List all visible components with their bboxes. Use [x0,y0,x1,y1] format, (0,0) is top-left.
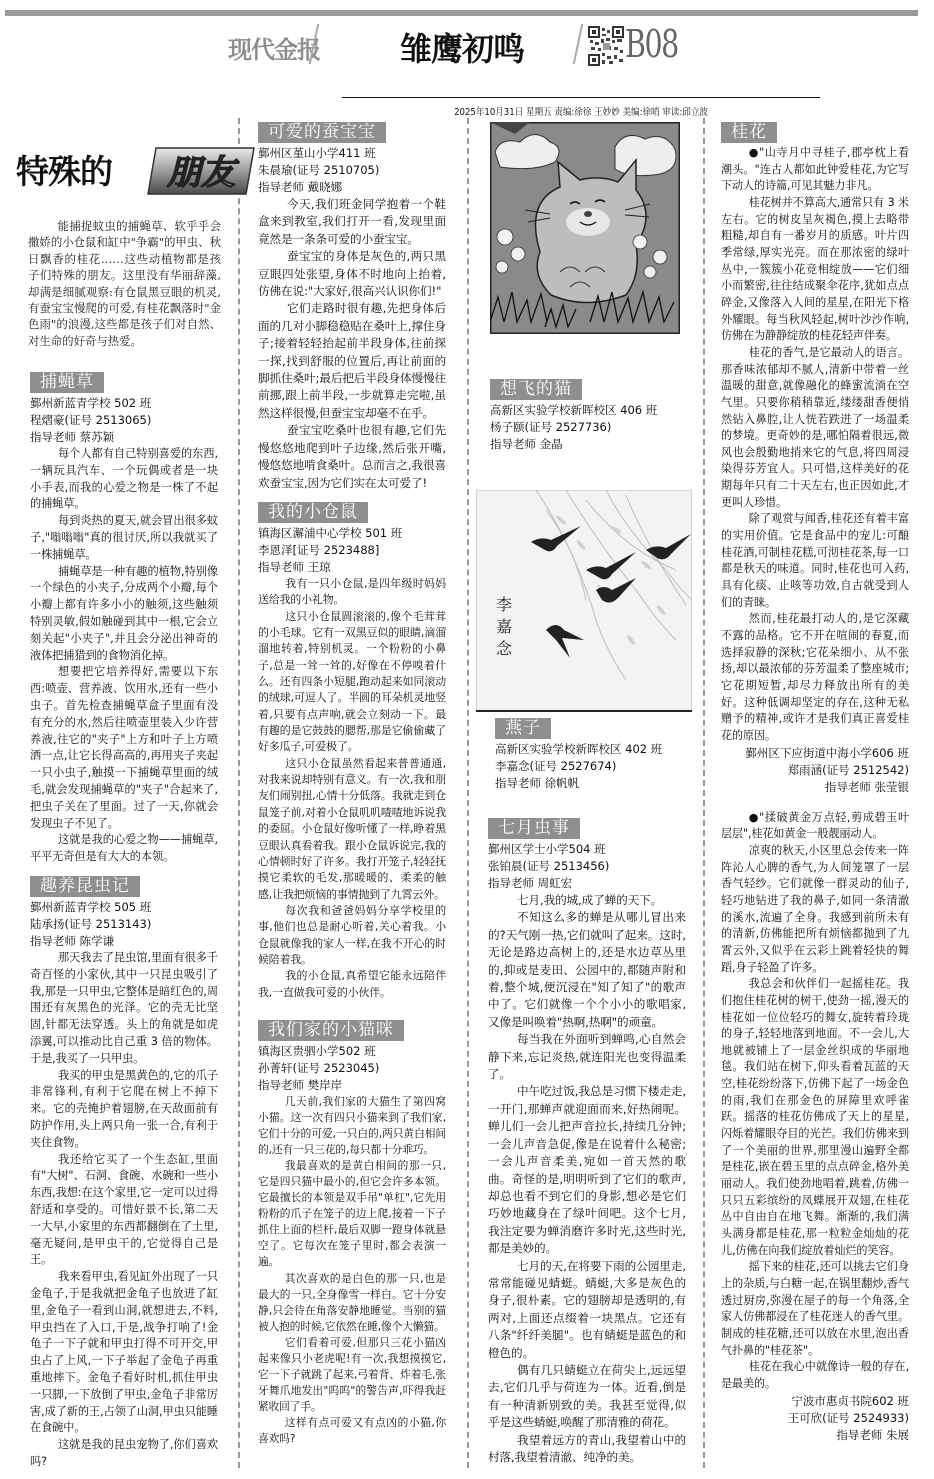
article-school: 镇海区澥浦中心学校 501 班 [258,526,403,540]
art-teacher: 指导老师 金晶 [490,437,563,451]
article-body [258,576,446,1001]
article-author: 陆承扬(证号 2513143) [30,917,152,931]
art-author: 杨子颐(证号 2527736) [490,420,612,434]
paragraph: 七月的天,在将要下雨的公园里走,常常能碰见蜻蜓。蜻蜓,大多是灰色的身子,很朴素。它的翅膀却是透明的,有两对,上面还点缀着一块黑点。它还有八条"纤纤美腿"。也有蜻蜓是蓝色的和橙色的。 [488,1258,686,1360]
paragraph: 除了观赏与闻香,桂花还有着丰富的实用价值。它是食品中的宠儿:可酿桂花酒,可制桂花糕,可沏桂花茶,每一口都是秋天的味道。同时,桂花也可入药,具有化痰、止咳等功效,自古就受到人们的青睐。 [721,512,909,609]
paragraph: 那天我去了昆虫馆,里面有很多千奇百怪的小家伙,其中一只昆虫吸引了我,那是一只甲虫,它整体是暗红色的,周围还有灰黑色的光泽。它的壳无比坚固,针都无法穿透。头上的角就是如虎添翼,可以推动比自己重 3 倍的物体。于是,我买了一只甲虫。 [30,951,218,1065]
paragraph: 每个人都有自己特别喜爱的东西,一辆玩具汽车、一个玩偶或者是一块小手表,而我的心爱之物是一株了不起的捕蝇草。 [30,447,218,511]
paragraph: 这就是我的昆虫宠物了,你们喜欢吗? [30,1438,218,1468]
paragraph: 中午吃过饭,我总是习惯下楼走走,一开门,那蝉声就迎面而来,好热闹呢。蝉儿们一会儿把声音拉长,持续几分钟;一会儿声音急促,像是在说着什么秘密;一会儿声音柔美,宛如一首天然的歌曲。奇怪的是,明明听到了它们的歌声,却总也看不到它们的身影,想必是它们巧妙地藏身在了绿叶间吧。这个七月,我注定要为蝉消磨许多时光,这些时光,都是美妙的。 [488,1084,686,1256]
art-author: 李嘉念(证号 2527674) [495,759,617,773]
qr-code-icon [588,26,624,66]
art-school: 高新区实验学校新晖校区 406 班 [490,403,658,417]
article-qi-yue-chong-shi [488,818,686,1466]
paragraph: 不知这么多的蝉是从哪儿冒出来的?天气刚一热,它们就叫了起来。这时,无论是路边高树上的,还是水边草丛里的,抑或是麦田、公园中的,都随声附和着,整个城,便沉浸在"知了知了"的歌声中了。它们就像一个个小小的歌唱家,又像是叫唤着"热啊,热啊"的顽童。 [488,910,686,1029]
article-title: 我的小仓鼠 [258,502,368,523]
paragraph: 桂花在我心中就像诗一般的存在,是最美的。 [721,1360,909,1390]
art-caption-yan-zi [495,718,695,792]
article-author: 孙菁轩(证号 2523045) [258,1061,380,1075]
article-title: 可爱的蚕宝宝 [258,122,386,143]
paragraph: ●"揉破黄金万点轻,剪成碧玉叶层层",桂花如黄金一般靓丽动人。 [721,810,909,841]
paragraph: 我总会和伙伴们一起摇桂花。我们抱住桂花树的树干,使劲一摇,漫天的桂花如一位位轻巧的舞女,旋转着玲珑的身子,轻轻地落到地面。不一会儿,大地就被铺上了一层金丝织成的华丽地毯。我们站在树下,仰头看着瓦蓝的天空,桂花纷纷落下,仿佛下起了一场金色的雨,我们在那金色的屏障里欢呼雀跃。摇落的桂花仿佛成了天上的星星,闪烁着耀眼夺目的光芒。我们仿佛来到了一个美丽的世界,那里漫山遍野全都是桂花,嵌在碧玉里的点点碎金,格外美丽动人。我们使劲地唱着,跳着,仿佛一只只五彩缤纷的凤蝶展开双翅,在桂花丛中自由自在地飞舞。渐渐的,我们满头满身都是桂花,那一粒粒金灿灿的花儿,仿佛在向我们绽放着灿烂的笑容。 [721,977,909,1257]
section-name: 雏鹰初鸣 [400,30,525,68]
page-number: B08 [625,22,678,66]
masthead-rule [342,97,820,98]
column-divider [703,118,705,1468]
cat-painting [490,122,680,334]
article-author: 王可欣(证号 2524933) [787,1410,909,1425]
paragraph: 其次喜欢的是白色的那一只,也是最大的一只,全身像雪一样白。它十分安静,只会待在角落安静地睡觉。当别的猫被人抱的时候,它依然在睡,像个大懒猫。 [258,1271,446,1333]
art-caption-xiang-fei-de-mao [490,379,690,453]
swallow-painting [476,490,692,712]
top-rule-bar [5,10,918,16]
article-author: 张铂晨(证号 2513456) [488,859,610,873]
masthead [120,22,820,118]
article-body [30,446,218,866]
paragraph: 然而,桂花最打动人的,是它深藏不露的品格。它不开在喧闹的春夏,而选择寂静的深秋;它花朵细小、从不张扬,却以最浓郁的芬芳温柔了整座城市;它花期短暂,却尽力释放出所有的美好。这种低调却坚定的存在,这种无私赠予的精神,或许才是我们真正喜爱桂花的原因。 [721,612,909,742]
paragraph: 我最喜欢的是黄白相间的那一只,它是四只猫中最小的,但它会许多本领。它最擅长的本领是双手吊"单杠",它先用粉粉的爪子在笼子的边上爬,接着一下子抓住上面的栏杆,最后双脚一蹬身体就悬空了。它每次在笼子里时,都会表演一遍。 [258,1159,446,1269]
article-teacher: 指导老师 王琼 [258,560,331,574]
article-school: 鄞州区学士小学504 班 [488,842,606,856]
painting-signature-3: 念 [496,639,513,658]
paragraph: 七月,我的城,成了蝉的天下。 [517,893,663,907]
article-teacher: 指导老师 陈学谦 [30,934,115,948]
paragraph: 蚕宝宝的身体是灰色的,两只黑豆眼四处张望,身体不时地向上抬着,仿佛在说:"大家好,很高兴认识你们!" [258,249,446,299]
article-author: 李恩泽[证号 2523488] [258,543,380,557]
paragraph: 凉爽的秋天,小区里总会传来一阵阵沁人心脾的香气,为人间笼罩了一层香气轻纱。它们就像一群灵动的仙子,轻巧地钻进了我的鼻子,如同一条清澈的溪水,流遍了全身。我感到前所未有的清新,仿佛能把所有烦恼都抛到了九霄云外,又似乎在云彩上跳着轻快的舞蹈,身子轻盈了许多。 [721,843,909,974]
article-body [258,196,446,492]
paragraph: 我还给它买了一个生态缸,里面有"大树"、石洞、食碗、水碗和一些小东西,我想:在这个家里,它一定可以过得舒适和享受的。可惜好景不长,第二天一大早,小家里的东西都翻倒在了土里,毫无疑问,是甲虫干的,它觉得自己是王。 [30,1152,218,1267]
paragraph: 每当我在外面听到蝉鸣,心自然会静下来,忘记炎热,就连阳光也变得温柔了。 [488,1032,686,1082]
article-teacher: 指导老师 张莹银 [824,779,909,794]
article-author: 郑雨涵(证号 2512542) [787,762,909,777]
article-school: 鄞州新蓝青学校 505 班 [30,900,152,914]
feature-intro: 能捕捉蚊虫的捕蝇草、软乎乎会撒娇的小仓鼠和缸中"争霸"的甲虫、秋日飘香的桂花……这些动植物都是孩子们特殊的朋友。这里没有华丽辞藻,却满是细腻观察:有仓鼠黑豆眼的机灵,有蚕宝宝慢爬的可爱,有桂花飘落时"金色雨"的浪漫,这些都是孩子们对自然、对生命的好奇与热爱。 [28,219,221,348]
article-cang-shu [258,502,446,1001]
painting-signature-2: 嘉 [496,617,513,636]
paragraph: 今天,我们班金同学抱着一个鞋盒来到教室,我们打开一看,发现里面竟然是一条条可爱的小蚕宝宝。 [258,197,446,246]
article-body [258,1094,446,1447]
art-school: 高新区实验学校新晖校区 402 班 [495,742,663,756]
paragraph: 想要把它培养得好,需要以下东西:喷壶、营养液、饮用水,还有一些小虫子。首先检查捕蝇草盒子里面有没有充分的水,然后往喷壶里装入少许营养液,往它的"夹子"上方和叶子上方喷洒一点,让它长得高高的,再用夹子夹起一只小虫子,触摸一下捕蝇草里面的绒毛,就会发现捕蝇草的"夹子"合起来了,把虫子关在了里面。过了一天,你就会发现虫子不见了。 [30,665,218,830]
article-school: 镇海区贵驷小学502 班 [258,1044,376,1058]
article-teacher: 指导老师 周虹宏 [488,876,573,890]
article-xiao-mao-mi [258,1020,446,1447]
paragraph: 这就是我的心爱之物——捕蝇草,平平无奇但是有大大的本领。 [30,833,218,864]
paragraph: 它们走路时很有趣,先把身体后面的几对小脚稳稳贴在桑叶上,撑住身子;接着轻轻抬起前半段身体,往前探一探,找到舒服的位置后,再让前面的脚抓住桑叶;最后把后半段身体慢慢往前挪,跟上前半段,一步就算走完啦,虽然这样很慢,但蚕宝宝却毫不在乎。 [258,301,446,420]
article-body-part1 [721,145,909,745]
feature-title-badge-text: 朋友 [167,153,235,193]
paragraph: 我望着远方的青山,我望着山中的村落,我望着清澈、纯净的美。 [488,1432,686,1464]
article-teacher: 指导老师 戴晓娜 [258,180,343,194]
feature-title-badge [146,144,256,196]
paragraph: 桂花的香气,是它最动人的语言。那香味浓郁却不腻人,清新中带着一丝温暖的甜意,就像融化的蜂蜜流淌在空气里。只要你稍稍靠近,缕缕甜香便悄然钻入鼻腔,让人恍若跌进了一场温柔的梦境。更奇妙的是,哪怕隔着很远,微风也会殷勤地捎来它的气息,将四周浸染得芬芳宜人。只可惜,这样美好的花期每年只有二十天左右,也正因如此,才更叫人珍惜。 [721,345,909,509]
art-title: 燕子 [495,718,551,739]
column-divider [238,118,240,1468]
paragraph: 我来看甲虫,看见缸外出现了一只金龟子,于是我就把金龟子也放进了缸里,金龟子一看到山洞,就想进去,不料,甲虫挡在了入口,于是,战争打响了!金龟子一下子就和甲虫打得不可开交,甲虫占了上风,一下子举起了金龟子再重重地摔下。金龟子看好时机,抓住甲虫一只脚,一下放倒了甲虫,金龟子非常厉害,成了新的王,占领了山洞,甲虫只能睡在食碗中。 [30,1270,218,1435]
paragraph: 捕蝇草是一种有趣的植物,特别像一个绿色的小夹子,分成两个小瓣,每个小瓣上都有许多小小的触须,这些触须特别灵敏,假如触碰到其中一根,它会立刻关起"小夹子",并且会分泌出神奇的液体把捕猎到的食物消化掉。 [30,564,218,662]
article-can-bao-bao [258,122,446,492]
paragraph: 蚕宝宝吃桑叶也很有趣,它们先慢悠悠地爬到叶子边缘,然后张开嘴,慢悠悠地啃食桑叶。总而言之,我很喜欢蚕宝宝,因为它们实在太可爱了! [258,423,446,490]
paragraph: 这只小仓鼠圆滚滚的,像个毛茸茸的小毛球。它有一双黑豆似的眼睛,滴溜溜地转着,特别机灵。一个粉粉的小鼻子,总是一耸一耸的,好像在不停嗅着什么。还有四条小短腿,跑动起来如同滚动的绒球,可逗人了。半圆的耳朵机灵地竖着,只要有点声响,就会立刻动一下。最有趣的是它鼓鼓的腮帮,那是它偷偷藏了好多瓜子,可爱极了。 [258,609,446,754]
paragraph: 我买的甲虫是黑黄色的,它的爪子非常锋利,有利于它爬在树上不掉下来。它的壳掩护着翅膀,在天敌面前有防护作用,头上两只角一张一合,有利于夹住食物。 [30,1068,218,1149]
article-title: 桂花 [721,122,777,143]
paragraph: 这样有点可爱又有点凶的小猫,你喜欢吗? [258,1415,446,1445]
article-bu-ying-cao [30,372,218,866]
paragraph: 我的小仓鼠,真希望它能永远陪伴我,一直做我可爱的小伙伴。 [258,969,446,999]
paragraph: 每到炎热的夏天,就会冒出很多蚊子,"嗡嗡嗡"真的很讨厌,所以我就买了一株捕蝇草。 [30,514,218,561]
article-teacher: 指导老师 蔡苏颖 [30,430,115,444]
paragraph: 摇下来的桂花,还可以挑去它们身上的杂质,与白糖一起,在锅里翻炒,香气透过厨房,弥漫在屋子的每一个角落,全家人仿佛都浸在了桂花迷人的香气里。制成的桂花糖,还可以放在水里,泡出香气扑鼻的"桂花茶"。 [721,1260,909,1357]
art-title: 想飞的猫 [490,379,582,400]
paragraph: 偶有几只蜻蜓立在荷尖上,远远望去,它们几乎与荷连为一体。近看,倒是有一种清新别致的美。我甚至觉得,似乎是这些蜻蜓,唤醒了那清雅的荷花。 [488,1362,686,1430]
paragraph: 我有一只小仓鼠,是四年级时妈妈送给我的小礼物。 [258,577,446,607]
article-teacher: 指导老师 朱展 [836,1427,909,1442]
art-teacher: 指导老师 徐帆帆 [495,776,580,790]
paragraph: 它们看着可爱,但那只三花小猫凶起来像只小老虎呢!有一次,我想摸摸它,它一下子就跳了起来,弓着背、炸着毛,张牙舞爪地发出"呜呜"的警告声,吓得我赶紧收回了手。 [258,1335,446,1413]
article-body-part2 [721,810,909,1393]
article-author: 朱晨瑜(证号 2510705) [258,163,380,177]
paragraph: 这只小仓鼠虽然看起来普普通通,对我来说却特别有意义。有一次,我和朋友们闹别扭,心情十分低落。我就走到仓鼠笼子前,对着小仓鼠叽叽喳喳地诉说我的委屈。小仓鼠好像听懂了一样,睁着黑豆眼认真看着我。跟小仓鼠诉说完,我的心情顿时好了许多。我打开笼子,轻轻抚摸它柔软的毛发,那暖暖的、柔柔的触感,让我把烦恼的事情抛到了九霄云外。 [258,756,446,901]
issue-meta-line: 2025年10月31日 星期五 责编:徐徐 王妙妙 美编:徐哨 审读:邱立波 [454,107,708,118]
column-divider [467,118,469,1468]
article-author: 程熠豪(证号 2513065) [30,413,152,427]
paragraph: 每次我和爸爸妈妈分享学校里的事,他们也总是耐心听着,关心着我。小仓鼠就像我的家人一样,在我不开心的时候陪着我。 [258,903,446,966]
paragraph: ●"山寺月中寻桂子,郡亭枕上看潮头。"连古人都如此钟爱桂花,为它写下动人的诗篇,可见其魅力非凡。 [721,146,909,193]
article-body [488,892,686,1466]
paragraph: 桂花树并不算高大,通常只有 3 米左右。它的树皮呈灰褐色,摸上去略带粗糙,却自有一番岁月的质感。叶片四季常绿,厚实光亮。而在那浓密的绿叶丛中,一簇簇小花竞相绽放——它们细小而繁密,往往结成聚伞花序,犹如点点碎金,又像落入人间的星星,在阳光下格外耀眼。每当秋风轻起,树叶沙沙作响,仿佛在为静静绽放的桂花轻声伴奏。 [721,195,909,343]
article-school: 宁波市惠贞书院602 班 [791,1393,909,1408]
article-title: 趣养昆虫记 [30,876,140,897]
feature-title-text: 特殊的 [16,152,112,191]
article-qu-yang-kun-chong [30,876,218,1471]
article-teacher: 指导老师 樊岸岸 [258,1078,343,1092]
article-title: 我们家的小猫咪 [258,1020,404,1041]
feature-title [16,144,246,200]
painting-signature-1: 李 [496,595,513,614]
article-school: 鄞州区下应街道中海小学606 班 [745,745,909,760]
newspaper-name: 现代金报 [228,35,320,64]
article-body [30,950,218,1471]
masthead-divider [573,24,584,64]
article-school: 鄞州区堇山小学411 班 [258,146,376,160]
article-title: 捕蝇草 [30,372,104,393]
article-title: 七月虫事 [488,818,580,839]
article-gui-hua [721,122,909,1444]
article-school: 鄞州新蓝青学校 502 班 [30,396,152,410]
paragraph: 几天前,我们家的大猫生了第四窝小猫。这一次有四只小猫来到了我们家,它们十分的可爱,一只白的,两只黄白相间的,还有一只三花的,每只都十分乖巧。 [258,1095,446,1157]
